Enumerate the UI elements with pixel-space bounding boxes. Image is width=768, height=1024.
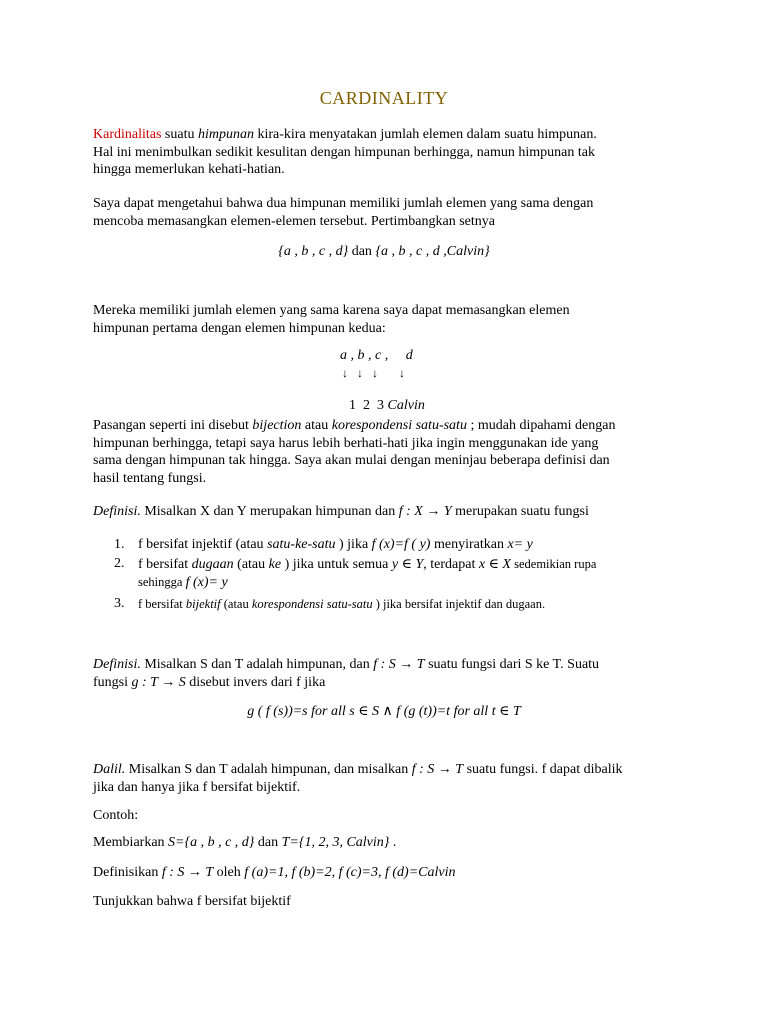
list-item-bijective bbox=[138, 597, 545, 612]
pairing-numbers: 1 2 3 bbox=[349, 398, 388, 413]
definition-2-line-1 bbox=[93, 656, 599, 674]
text: Misalkan S dan T adalah himpunan, dan bbox=[140, 657, 374, 672]
list-item-injective bbox=[138, 537, 533, 553]
text: Misalkan S dan T adalah himpunan, dan misalkan bbox=[125, 762, 412, 777]
text: Misalkan X dan Y merupakan himpunan dan bbox=[140, 504, 399, 519]
text: suatu fungsi. f dapat dibalik bbox=[463, 762, 623, 777]
sets-equation bbox=[0, 244, 768, 260]
term-himpunan: himpunan bbox=[197, 127, 254, 142]
math-function: f : S → T bbox=[373, 657, 425, 672]
math-function: f : X → Y bbox=[398, 504, 452, 519]
math: f (x)= y bbox=[185, 575, 228, 590]
term-kardinalitas: Kardinalitas bbox=[93, 127, 162, 142]
text: oleh bbox=[213, 865, 245, 880]
paragraph-4-line-2: himpunan berhingga, tetapi saya harus lebih berhati-hati jika ingin menggunakan ide yang bbox=[93, 435, 599, 451]
math: f (a)=1, f (b)=2, f (c)=3, f (d)=Calvin bbox=[244, 865, 456, 880]
math: T={1, 2, 3, Calvin} bbox=[281, 835, 390, 850]
paragraph-3-line-2: himpunan pertama dengan elemen himpunan kedua: bbox=[93, 321, 386, 336]
intro-paragraph-line-1 bbox=[93, 126, 597, 144]
text: Membiarkan bbox=[93, 835, 169, 850]
definition-label: Definisi. bbox=[93, 504, 141, 519]
text: menyiratkan bbox=[430, 537, 508, 552]
text: sehingga bbox=[138, 575, 186, 589]
text: ; mudah dipahami dengan bbox=[466, 418, 616, 433]
list-number-1: 1. bbox=[114, 537, 125, 552]
math: f (x)=f ( y) bbox=[371, 537, 431, 552]
text: , terdapat bbox=[423, 557, 479, 572]
text: kira-kira menyatakan jumlah elemen dalam suatu himpunan. bbox=[253, 127, 597, 142]
paragraph-4-line-1 bbox=[93, 417, 615, 435]
example-heading: Contoh: bbox=[93, 808, 139, 823]
set-a: {a , b , c , d} bbox=[278, 244, 349, 259]
term-bijection: bijection bbox=[252, 418, 302, 433]
text: (atau bbox=[233, 557, 269, 572]
math: y ∈ Y bbox=[391, 557, 424, 572]
text: Pasangan seperti ini disebut bbox=[93, 418, 253, 433]
paragraph-3-line-1: Mereka memiliki jumlah elemen yang sama karena saya dapat memasangkan elemen bbox=[93, 303, 570, 318]
list-item-surjective-line-2 bbox=[138, 575, 228, 591]
text: . bbox=[389, 835, 397, 850]
term: ke bbox=[268, 557, 282, 572]
text: (atau bbox=[220, 597, 252, 611]
paragraph-4-line-4: hasil tentang fungsi. bbox=[93, 470, 207, 486]
list-item-surjective bbox=[138, 556, 596, 573]
math-function: f : S → T bbox=[411, 762, 464, 777]
page-title: CARDINALITY bbox=[319, 88, 449, 108]
text: suatu fungsi dari S ke T. Suatu bbox=[424, 657, 600, 672]
paragraph-4-line-3: sama dengan himpunan tak hingga. Saya akan mulai dengan meninjau beberapa definisi dan bbox=[93, 453, 610, 468]
text: sedemikian rupa bbox=[511, 557, 597, 571]
pairing-calvin: Calvin bbox=[387, 398, 425, 413]
term: satu-ke-satu bbox=[267, 537, 336, 552]
math: S={a , b , c , d} bbox=[168, 835, 255, 850]
text: f bersifat injektif (atau bbox=[138, 537, 268, 552]
example-definition bbox=[93, 864, 455, 882]
text: ) jika bersifat injektif dan dugaan. bbox=[372, 597, 546, 611]
inverse-equation: g ( f (s))=s for all s ∈ S ∧ f (g (t))=t for all t ∈ T bbox=[247, 704, 521, 719]
text: f bersifat bbox=[138, 597, 186, 611]
set-b: {a , b , c , d ,Calvin} bbox=[375, 244, 490, 259]
example-sets bbox=[93, 834, 396, 852]
theorem-label: Dalil. bbox=[93, 762, 126, 777]
math-function: g : T → S bbox=[131, 675, 186, 690]
pairing-top-row: a , b , c , d bbox=[340, 348, 413, 363]
text: merupakan suatu fungsi bbox=[451, 504, 589, 519]
math: x= y bbox=[507, 537, 533, 552]
example-task: Tunjukkan bahwa f bersifat bijektif bbox=[93, 894, 291, 909]
paragraph-2-line-2: mencoba memasangkan elemen-elemen tersebut. Pertimbangkan setnya bbox=[93, 213, 495, 229]
term: bijektif bbox=[185, 597, 221, 611]
term: dugaan bbox=[191, 557, 234, 572]
theorem-line-2: jika dan hanya jika f bersifat bijektif. bbox=[93, 780, 301, 795]
paragraph-2-line-1: Saya dapat mengetahui bahwa dua himpunan memiliki jumlah elemen yang sama dengan bbox=[93, 196, 594, 211]
theorem-line-1 bbox=[93, 761, 622, 779]
definition-1 bbox=[93, 503, 589, 521]
text: atau bbox=[301, 418, 332, 433]
pairing-bottom-row bbox=[342, 382, 425, 414]
text: suatu bbox=[161, 127, 198, 142]
text: ) jika untuk semua bbox=[281, 557, 392, 572]
text: disebut invers dari f jika bbox=[185, 675, 326, 690]
term: korespondensi satu-satu bbox=[251, 597, 373, 611]
math: f : S → T bbox=[161, 865, 214, 880]
term-korespondensi: korespondensi satu-satu bbox=[331, 418, 467, 433]
list-number-2: 2. bbox=[114, 556, 125, 571]
conjunction: dan bbox=[348, 244, 376, 259]
math: x ∈ X bbox=[478, 557, 511, 572]
list-number-3: 3. bbox=[114, 596, 125, 611]
pairing-arrows: ↓ ↓ ↓ ↓ bbox=[342, 366, 405, 380]
intro-paragraph-line-3: hingga memerlukan kehati-hatian. bbox=[93, 162, 285, 177]
definition-label: Definisi. bbox=[93, 657, 141, 672]
text: fungsi bbox=[93, 675, 132, 690]
definition-2-line-2 bbox=[93, 674, 325, 692]
text: Definisikan bbox=[93, 865, 162, 880]
text: ) jika bbox=[335, 537, 372, 552]
text: dan bbox=[254, 835, 282, 850]
text: f bersifat bbox=[138, 557, 192, 572]
intro-paragraph-line-2: Hal ini menimbulkan sedikit kesulitan dengan himpunan berhingga, namun himpunan tak bbox=[93, 144, 595, 160]
